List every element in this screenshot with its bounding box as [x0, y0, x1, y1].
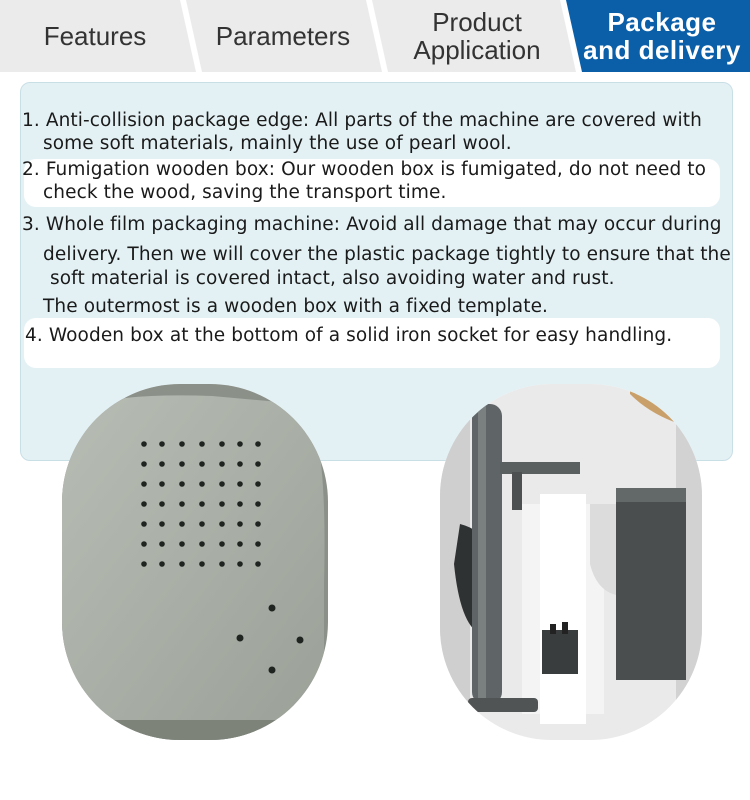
panel-photo-drawing [62, 384, 328, 740]
item-2-line-2: check the wood, saving the transport time. [43, 182, 447, 203]
item-3-line-3: soft material is covered intact, also avoiding water and rust. [50, 268, 615, 289]
item-3-line-4: The outermost is a wooden box with a fixed template. [43, 296, 549, 317]
tab-product-application[interactable]: Product Application [413, 7, 541, 65]
tab-package-delivery[interactable]: Package and delivery [583, 7, 741, 65]
packed-photo-drawing [440, 384, 702, 740]
tab-features[interactable]: Features [43, 21, 147, 51]
item-3-line-2: delivery. Then we will cover the plastic package tightly to ensure that the [43, 244, 731, 265]
tab-bar [0, 0, 750, 72]
item-3-line-1: 3. Whole film packaging machine: Avoid all damage that may occur during [22, 214, 722, 235]
item-2-line-1: 2. Fumigation wooden box: Our wooden box is fumigated, do not need to [22, 159, 707, 180]
tab-parameters[interactable]: Parameters [215, 21, 351, 51]
packed-machine-photo [440, 384, 702, 740]
machine-panel-photo [62, 384, 328, 740]
item-1-line-1: 1. Anti-collision package edge: All parts of the machine are covered with [22, 110, 702, 131]
item-4-line-1: 4. Wooden box at the bottom of a solid iron socket for easy handling. [25, 325, 673, 346]
item-1-line-2: some soft materials, mainly the use of pearl wool. [43, 133, 512, 154]
